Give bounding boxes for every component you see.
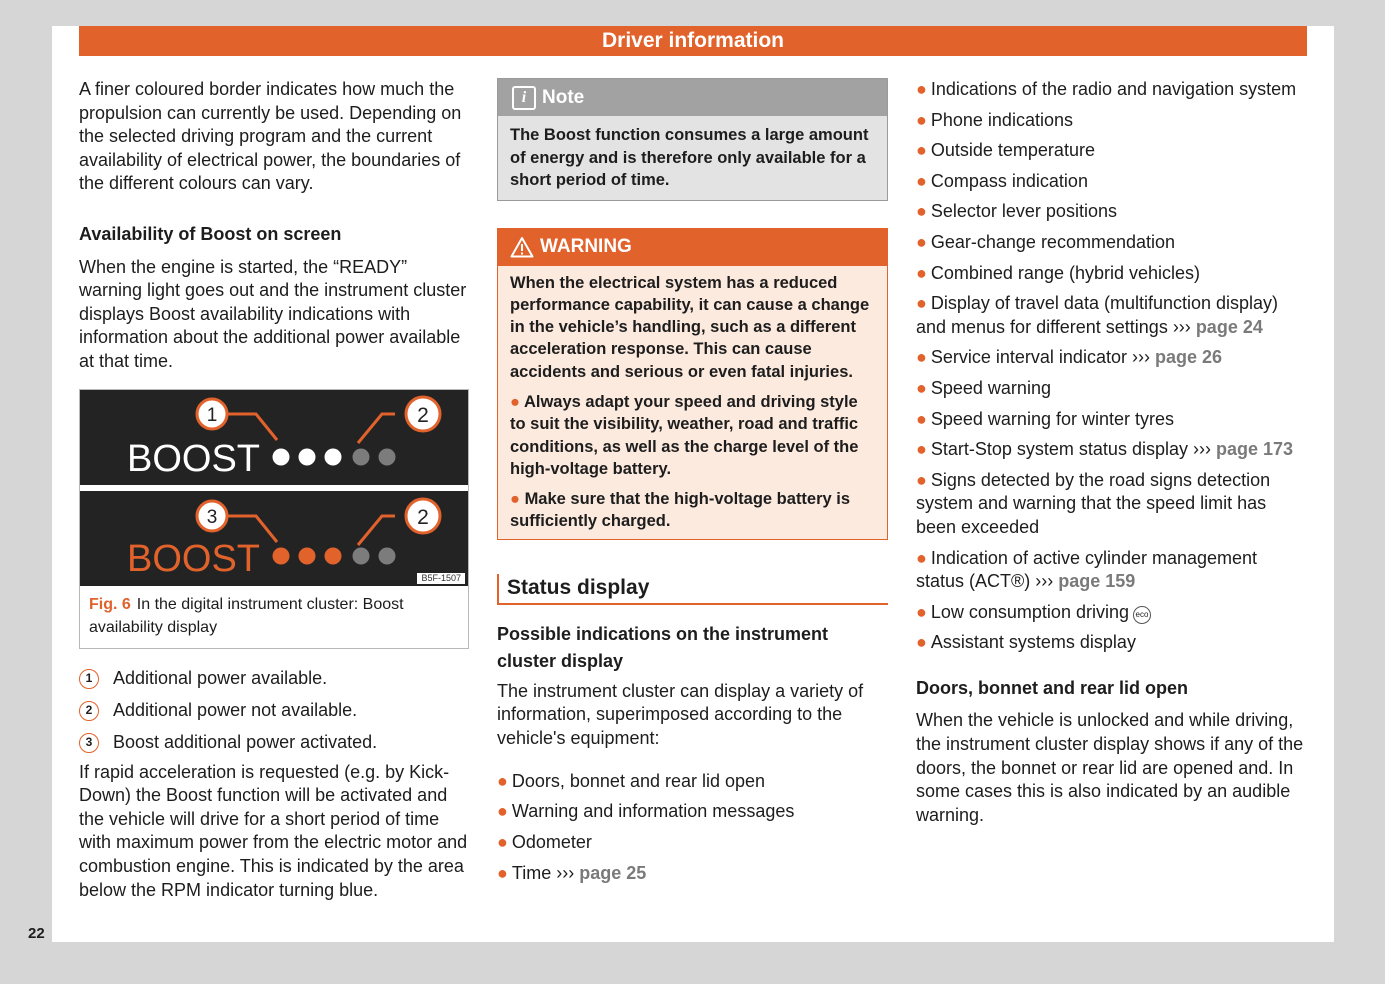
- eco-icon: eco: [1133, 606, 1151, 624]
- warning-item: ● Always adapt your speed and driving style to suit the visibility, weather, road and traffic conditions, as well as the charge level of the high-voltage battery.: [510, 392, 859, 478]
- bullet-dot: ●: [916, 109, 927, 130]
- legend-item: [79, 663, 469, 695]
- boost-availability-heading: Availability of Boost on screen: [79, 223, 342, 244]
- page-link[interactable]: page 173: [1215, 439, 1294, 460]
- boost-availability-paragraph: When the engine is started, the “READY” warning light goes out and the instrument cluster displays Boost availability indications with information about the additional power available at that time.: [79, 256, 467, 371]
- warning-box: [497, 228, 888, 540]
- list-item: ● Outside temperature: [916, 140, 1095, 161]
- status-list: [497, 770, 888, 886]
- bullet-dot: ●: [916, 262, 927, 283]
- list-item: ● Doors, bonnet and rear lid open: [497, 770, 766, 791]
- bullet-dot: ●: [497, 801, 508, 822]
- bullet-dot: ●: [497, 863, 508, 884]
- list-item: ● Selector lever positions: [916, 201, 1117, 222]
- list-item: ● Speed warning for winter tyres: [916, 408, 1174, 429]
- list-item: ● Assistant systems display: [916, 632, 1136, 653]
- legend-text: Additional power available.: [113, 667, 328, 688]
- list-item: ● Combined range (hybrid vehicles): [916, 262, 1201, 283]
- status-display-title: Status display: [497, 574, 888, 605]
- boost-label-white: BOOST: [127, 437, 261, 480]
- legend-list: [79, 663, 469, 759]
- list-item: ● Time ››› page 25: [497, 863, 647, 884]
- doors-heading: Doors, bonnet and rear lid open: [916, 677, 1189, 698]
- figure-label: Fig. 6: [89, 595, 131, 613]
- bullet-dot: ●: [916, 601, 927, 622]
- bullet-dot: ●: [916, 201, 927, 222]
- page-link[interactable]: page 24: [1195, 316, 1263, 337]
- callout-2-bottom: 2: [417, 505, 429, 529]
- warning-header: [498, 229, 887, 266]
- figure-caption-text: In the digital instrument cluster: Boost availability display: [89, 595, 404, 636]
- legend-number: 2: [79, 701, 99, 721]
- list-item: ● Low consumption driving eco: [916, 601, 1308, 625]
- bullet-dot: ●: [916, 547, 927, 568]
- callout-2-top: 2: [417, 403, 429, 427]
- list-item: ● Display of travel data (multifunction display) and menus for different settings ››› page 24: [916, 293, 1279, 337]
- note-header: [498, 79, 887, 116]
- page-number: 22: [28, 925, 45, 942]
- figure-boost-display: [79, 389, 469, 649]
- kickdown-paragraph: If rapid acceleration is requested (e.g. by Kick-Down) the Boost function will be activated and the vehicle will drive for a short period of time with maximum power from the electric motor and combustion engine. This is indicated by the area below the RPM indicator turning blue.: [79, 761, 468, 900]
- list-item: ● Indication of active cylinder management status (ACT®) ››› page 159: [916, 547, 1258, 592]
- list-item: ● Warning and information messages: [497, 801, 795, 822]
- column-2: [497, 78, 888, 893]
- bullet-dot: ●: [916, 293, 927, 314]
- column-3: [916, 78, 1308, 827]
- warning-triangle-icon: [510, 236, 534, 258]
- page-link[interactable]: page 26: [1154, 347, 1222, 368]
- list-item: ● Gear-change recommendation: [916, 231, 1176, 252]
- bullet-dot: ●: [916, 231, 927, 252]
- boost-display-image: [80, 390, 468, 586]
- warning-item: ● Make sure that the high-voltage battery is sufficiently charged.: [510, 490, 851, 531]
- bullet-dot: ●: [916, 347, 927, 368]
- bullet-dot: ●: [497, 832, 508, 853]
- doors-paragraph: When the vehicle is unlocked and while driving, the instrument cluster display shows if any of the doors, the bonnet or rear lid are opened and. In some cases this is also indicated by an audible warning.: [916, 710, 1304, 825]
- list-item: ● Phone indications: [916, 109, 1073, 130]
- intro-paragraph: A finer coloured border indicates how much the propulsion can currently be used. Depending on the selected driving program and the current availability of electrical power, the boundaries of the different colours can vary.: [79, 79, 462, 194]
- legend-item: [79, 695, 469, 727]
- bullet-dot: ●: [916, 469, 927, 490]
- bullet-dot: ●: [916, 439, 927, 460]
- bullet-dot: ●: [510, 392, 524, 411]
- bullet-dot: ●: [916, 377, 927, 398]
- status-intro: The instrument cluster can display a variety of information, superimposed according to the vehicle's equipment:: [497, 680, 864, 748]
- list-item: ● Signs detected by the road signs detection system and warning that the speed limit has been exceeded: [916, 469, 1271, 537]
- legend-text: Boost additional power activated.: [113, 731, 378, 752]
- figure-code: B5F-1507: [417, 573, 465, 584]
- bullet-dot: ●: [916, 632, 927, 653]
- bullet-dot: ●: [916, 170, 927, 191]
- column-1: [79, 78, 469, 902]
- panel-divider: [80, 485, 468, 491]
- legend-number: 1: [79, 669, 99, 689]
- list-item: ● Speed warning: [916, 377, 1051, 398]
- warning-title: WARNING: [540, 236, 632, 258]
- info-icon: i: [512, 86, 536, 110]
- warning-intro: When the electrical system has a reduced performance capability, it can cause a change in the vehicle’s handling, such as a different acceleration response. This can cause accidents and serious or even fatal injuries.: [510, 273, 870, 381]
- bullet-dot: ●: [916, 140, 927, 161]
- indication-list: [916, 78, 1308, 655]
- legend-number: 3: [79, 733, 99, 753]
- bullet-dot: ●: [916, 408, 927, 429]
- list-item: ● Start-Stop system status display ››› page 173: [916, 439, 1294, 460]
- list-item: ● Odometer: [497, 832, 592, 853]
- page-link[interactable]: page 25: [579, 863, 647, 884]
- legend-item: [79, 727, 469, 759]
- boost-label-orange: BOOST: [127, 537, 261, 580]
- page-link[interactable]: page 159: [1058, 571, 1136, 592]
- bullet-dot: ●: [497, 770, 508, 791]
- section-header: Driver information: [79, 26, 1307, 56]
- callout-3: 3: [206, 506, 218, 528]
- list-item: ● Indications of the radio and navigation system: [916, 79, 1297, 99]
- callout-1: 1: [206, 404, 218, 426]
- legend-text: Additional power not available.: [113, 699, 358, 720]
- note-title: Note: [542, 86, 585, 108]
- list-item: ● Compass indication: [916, 170, 1088, 191]
- status-subheading: Possible indications on the instrument cluster display: [497, 623, 829, 671]
- list-item: ● Service interval indicator ››› page 26: [916, 347, 1222, 368]
- bullet-dot: ●: [916, 79, 927, 99]
- note-body: The Boost function consumes a large amount of energy and is therefore only available for a short period of time.: [510, 126, 869, 189]
- warning-body: [498, 266, 887, 539]
- bullet-dot: ●: [510, 490, 525, 509]
- figure-caption: [80, 586, 468, 648]
- note-box: [497, 78, 888, 201]
